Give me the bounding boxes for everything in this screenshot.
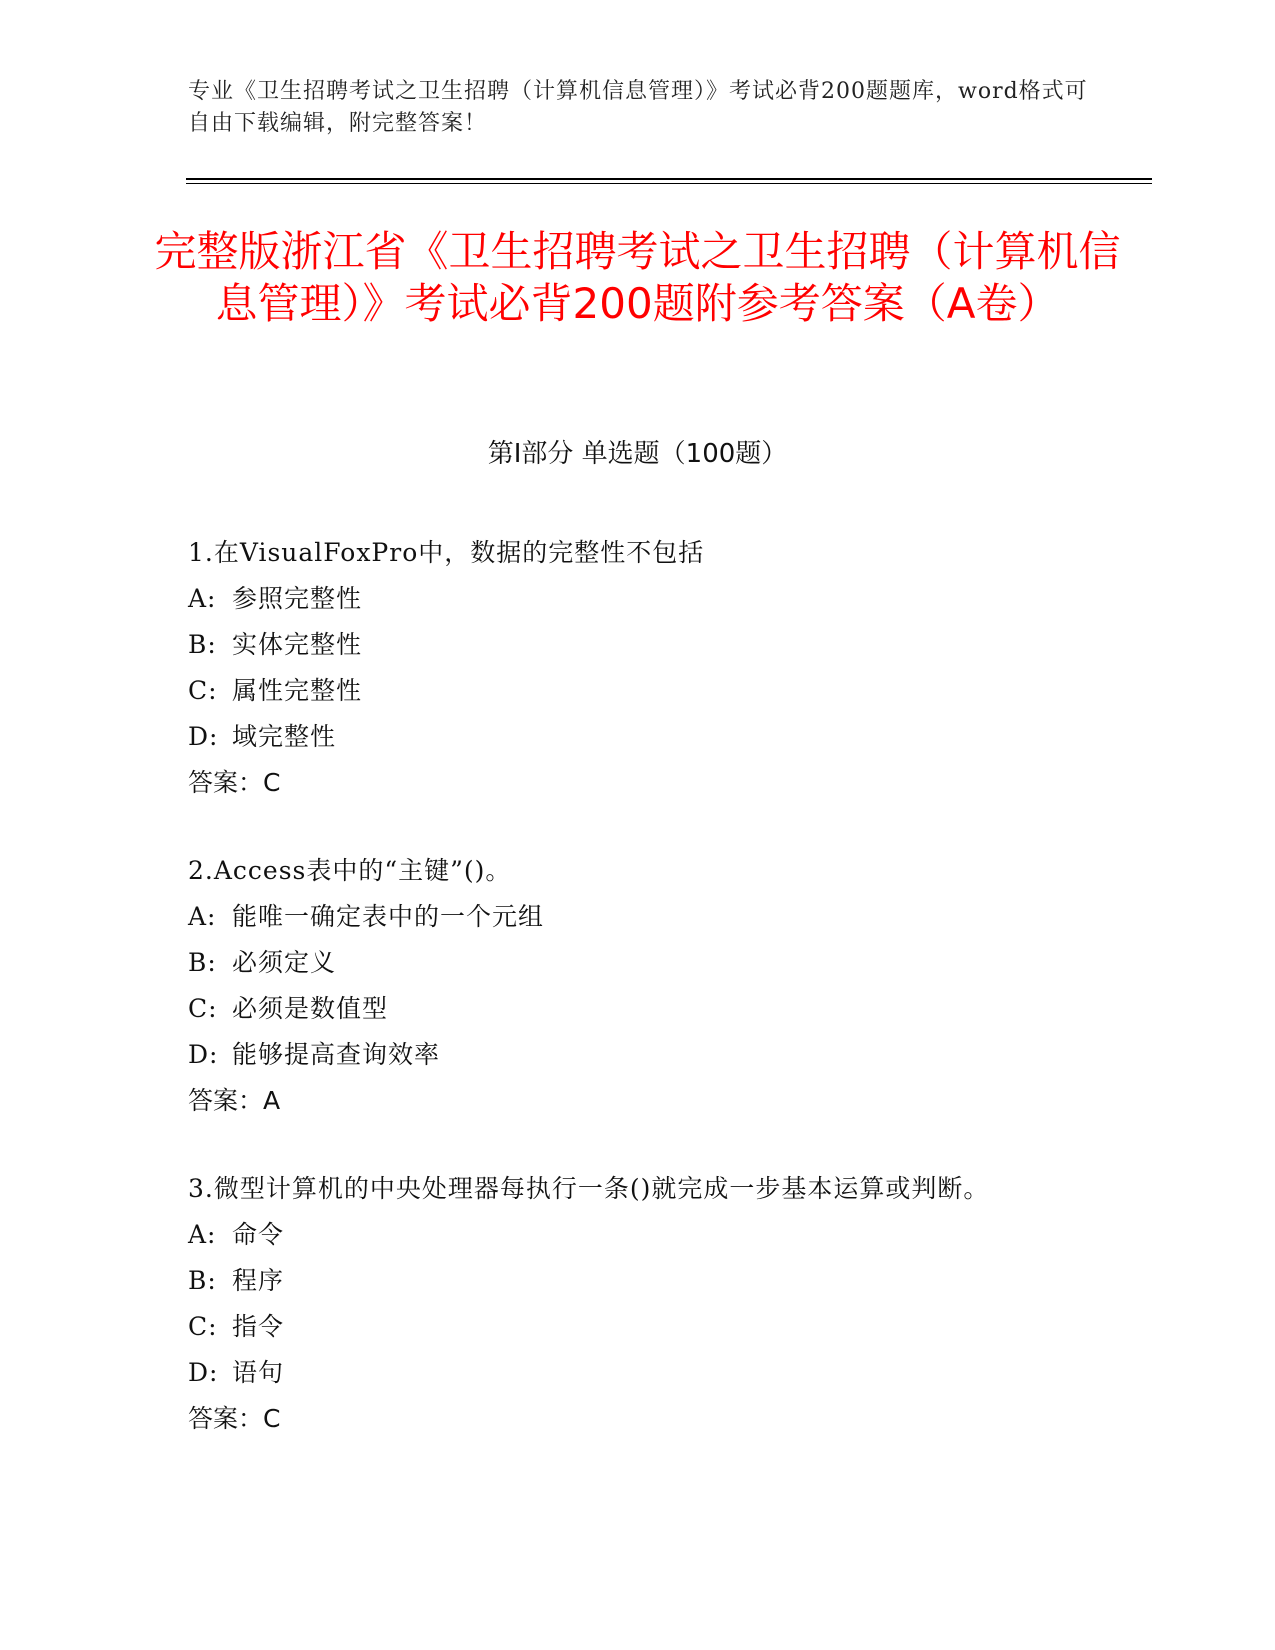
question-stem: 3.微型计算机的中央处理器每执行一条()就完成一步基本运算或判断。 xyxy=(188,1174,990,1203)
option-b xyxy=(188,940,1068,986)
option-letter: A: xyxy=(188,584,217,613)
option-letter: B: xyxy=(188,1266,217,1295)
option-letter: B: xyxy=(188,948,217,977)
option-letter: B: xyxy=(188,630,217,659)
option-a xyxy=(188,894,1068,940)
header-divider-thick xyxy=(186,178,1152,180)
option-letter: D: xyxy=(188,1040,219,1069)
header-note: 专业《卫生招聘考试之卫生招聘（计算机信息管理）》考试必背200题题库，word格式可自由下载编辑，附完整答案！ xyxy=(188,79,1088,136)
option-b xyxy=(188,622,1068,668)
option-text: 参照完整性 xyxy=(232,584,363,613)
option-text: 必须定义 xyxy=(232,948,337,977)
option-a xyxy=(188,1212,1068,1258)
option-text: 命令 xyxy=(232,1220,285,1249)
question-2 xyxy=(188,848,1068,1124)
option-letter: D: xyxy=(188,1358,219,1387)
option-c xyxy=(188,668,1068,714)
option-a xyxy=(188,576,1068,622)
answer: 答案：C xyxy=(188,1404,281,1433)
option-text: 域完整性 xyxy=(232,722,337,751)
option-d xyxy=(188,1032,1068,1078)
option-text: 实体完整性 xyxy=(232,630,363,659)
option-c xyxy=(188,986,1068,1032)
option-d xyxy=(188,1350,1068,1396)
question-1 xyxy=(188,530,1068,806)
option-letter: D: xyxy=(188,722,219,751)
section-title: 第Ⅰ部分 单选题（100题） xyxy=(487,439,788,469)
option-c xyxy=(188,1304,1068,1350)
answer: 答案：A xyxy=(188,1086,281,1115)
option-b xyxy=(188,1258,1068,1304)
option-text: 属性完整性 xyxy=(232,676,363,705)
answer: 答案：C xyxy=(188,768,281,797)
option-text: 能唯一确定表中的一个元组 xyxy=(232,902,545,931)
option-text: 程序 xyxy=(232,1266,285,1295)
option-text: 指令 xyxy=(232,1312,285,1341)
option-letter: C: xyxy=(188,676,218,705)
option-d xyxy=(188,714,1068,760)
option-letter: C: xyxy=(188,1312,218,1341)
option-text: 必须是数值型 xyxy=(232,994,389,1023)
question-stem: 2.Access表中的“主键”()。 xyxy=(188,856,512,885)
option-letter: C: xyxy=(188,994,218,1023)
document-title: 完整版浙江省《卫生招聘考试之卫生招聘（计算机信息管理）》考试必背200题附参考答案（A卷） xyxy=(154,227,1121,328)
question-stem: 1.在VisualFoxPro中，数据的完整性不包括 xyxy=(188,538,705,567)
header-divider-thin xyxy=(186,183,1152,184)
option-text: 能够提高查询效率 xyxy=(232,1040,441,1069)
question-3 xyxy=(188,1166,1068,1442)
option-text: 语句 xyxy=(232,1358,285,1387)
option-letter: A: xyxy=(188,1220,217,1249)
question-list xyxy=(188,530,1068,1484)
option-letter: A: xyxy=(188,902,217,931)
